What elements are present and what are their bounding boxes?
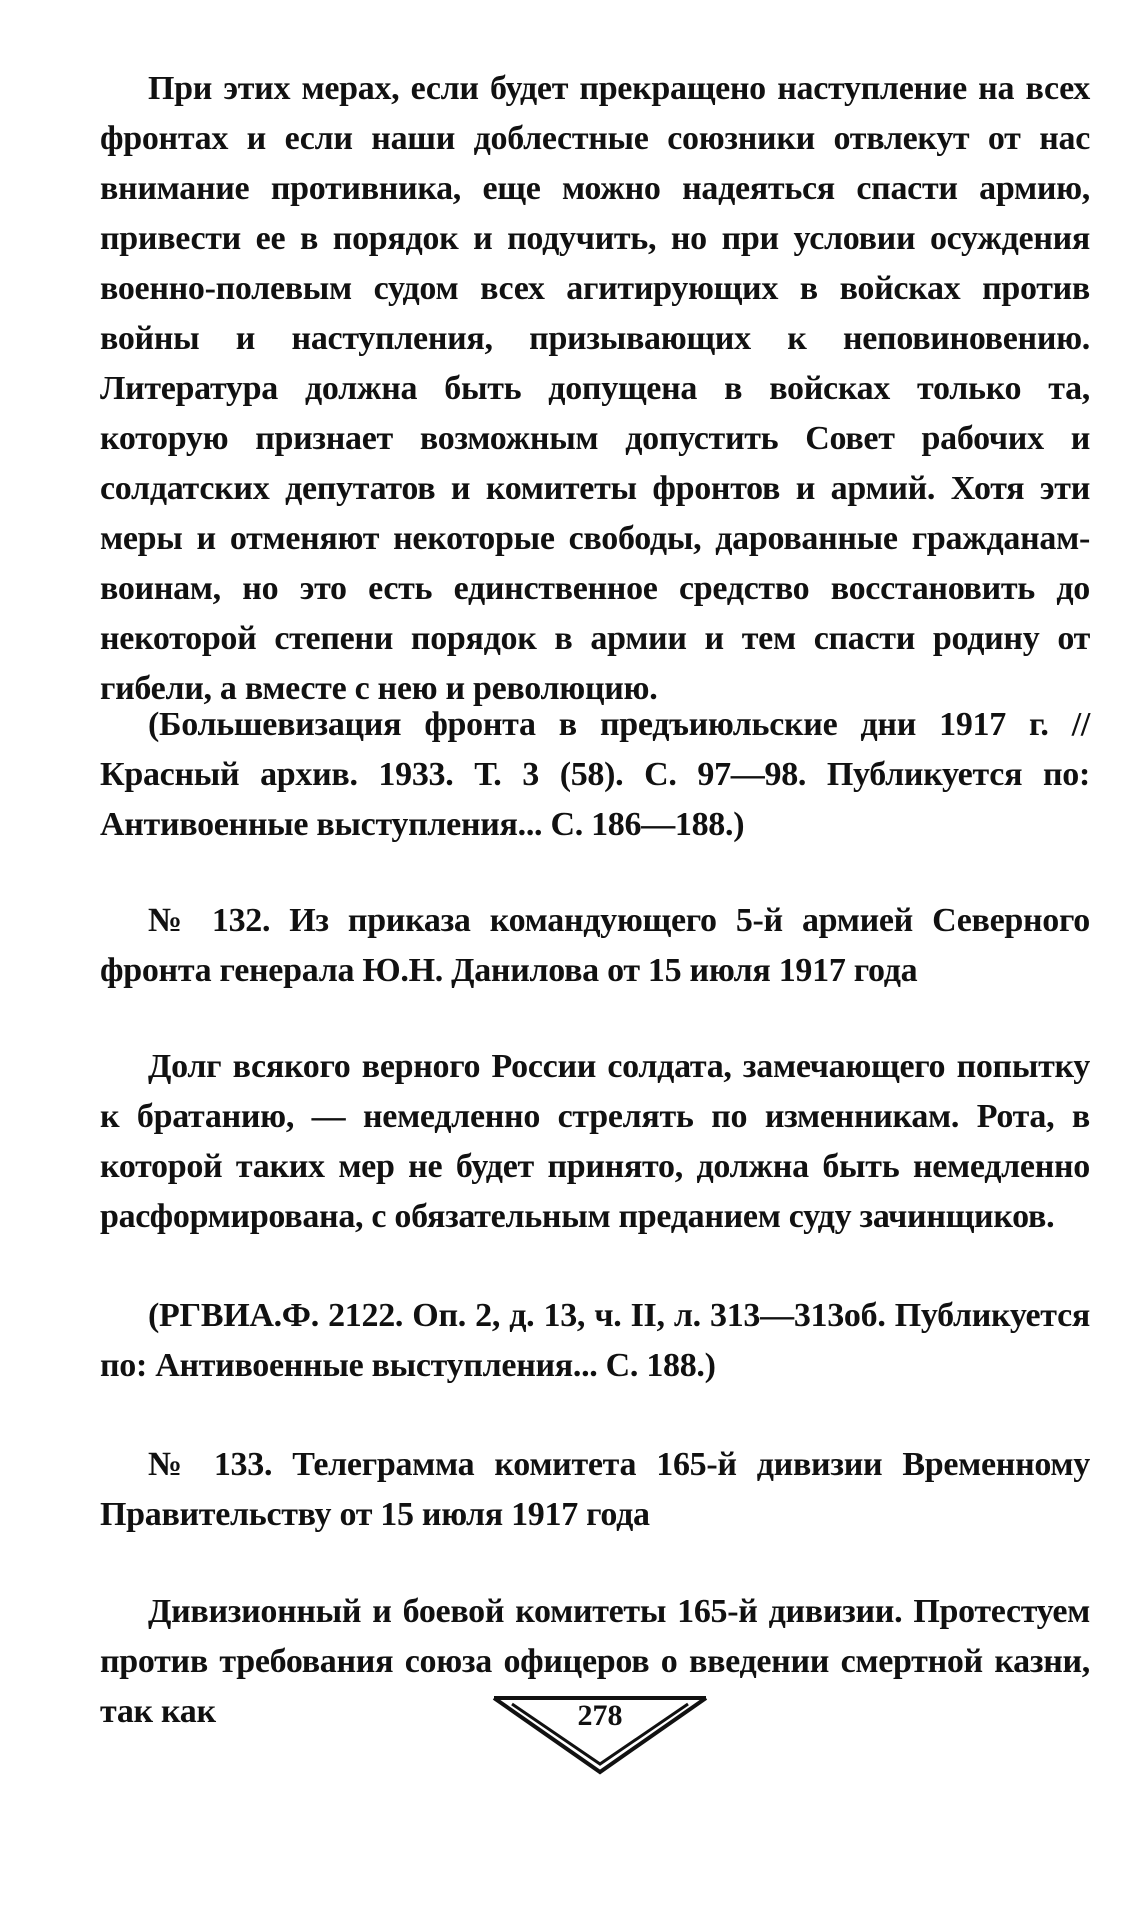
paragraph-measures: При этих мерах, если будет прекращено наступление на всех фронтах и если наши доблестные союзники отвлекут от нас внимание противника, еще можно надеяться спасти армию, привести ее в порядок и подучить, но при условии осуждения военно-полевым судом всех агитирующих в войсках против войны и наступления, призывающих к неповиновению. Литература должна быть допущена в войсках только та, которую признает возможным допустить Совет рабочих и солдатских депутатов и комитеты фронтов и армий. Хотя эти меры и отменяют некоторые свободы, дарованные гражданам-воинам, но это есть единственное средство восстановить до некоторой степени порядок в армии и тем спасти родину от гибели, а вместе с нею и революцию. <box>100 70 1090 707</box>
citation-bolshevization: (Большевизация фронта в предъиюльские дни 1917 г. // Красный архив. 1933. Т. 3 (58). С. 97—98. Публикуется по: Антивоенные выступления... С. 186—188.) <box>100 706 1090 843</box>
heading-document-133: № 133. Телеграмма комитета 165-й дивизии Временному Правительству от 15 июля 1917 года <box>100 1446 1090 1533</box>
paragraph-order-text: Долг всякого верного России солдата, замечающего попытку к братанию, — немедленно стрелять по изменникам. Рота, в которой таких мер не будет принято, должна быть немедленно расформирована, с обязательным преданием суду зачинщиков. <box>100 1048 1090 1235</box>
heading-document-132: № 132. Из приказа командующего 5-й армией Северного фронта генерала Ю.Н. Данилова от 15 июля 1917 года <box>100 902 1090 989</box>
page-number-ornament <box>490 1690 710 1780</box>
paragraph-telegram-text: Дивизионный и боевой комитеты 165-й дивизии. Протестуем против требования союза офицеров о введении смертной казни, так как <box>100 1593 1090 1730</box>
page-number: 278 <box>577 1699 623 1732</box>
citation-rgvia: (РГВИА.Ф. 2122. Оп. 2, д. 13, ч. II, л. 313—313об. Публикуется по: Антивоенные выступления... С. 188.) <box>100 1297 1090 1384</box>
